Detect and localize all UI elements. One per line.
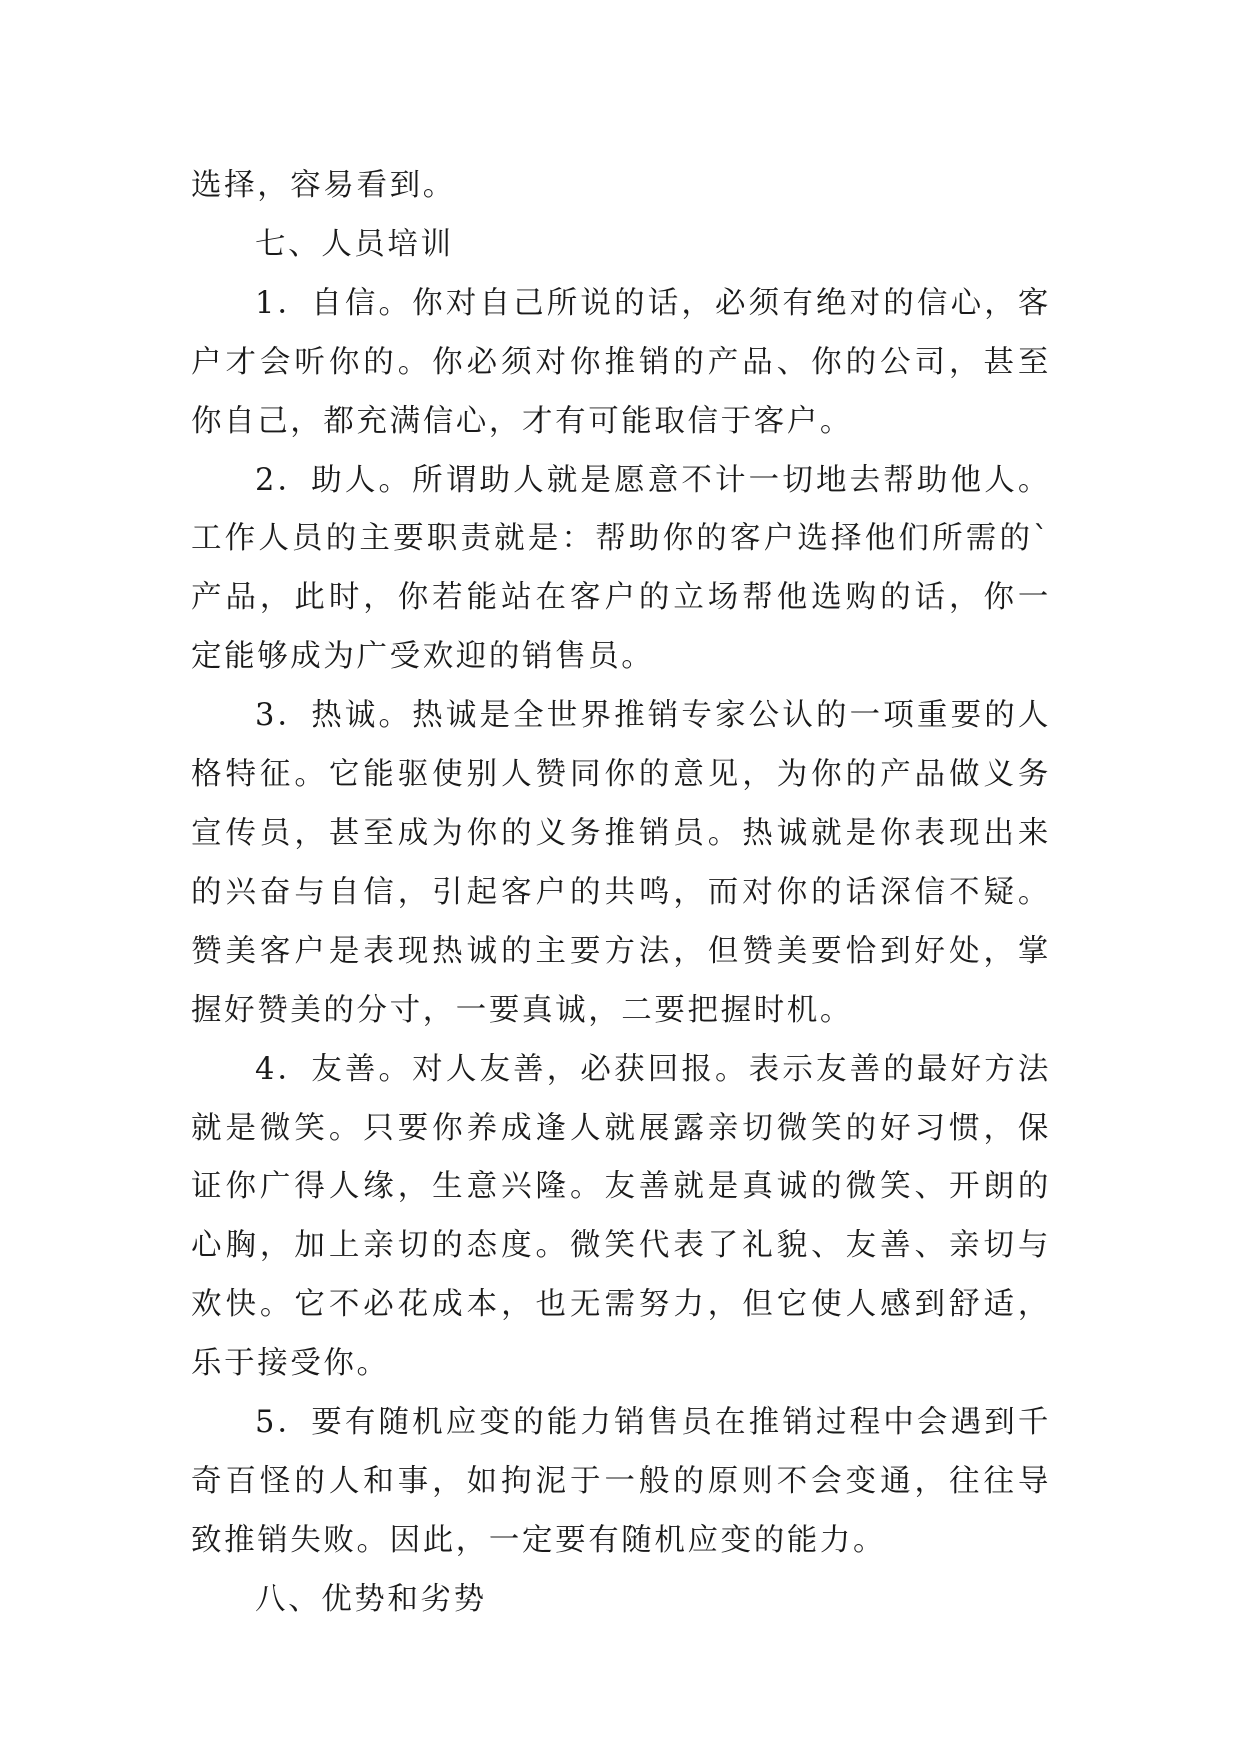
section-heading-personnel-training: 七、人员培训 bbox=[255, 226, 454, 262]
paragraph-adaptability: 5．要有随机应变的能力销售员在推销过程中会遇到千奇百怪的人和事，如拘泥于一般的原则不会变通，往往导致推销失败。因此，一定要有随机应变的能力。 bbox=[191, 1405, 1051, 1558]
paragraph-helping-others: 2．助人。所谓助人就是愿意不计一切地去帮助他人。工作人员的主要职责就是：帮助你的客户选择他们所需的`产品，此时，你若能站在客户的立场帮他选购的话，你一定能够成为广受欢迎的销售员。 bbox=[191, 462, 1051, 675]
paragraph-friendliness: 4．友善。对人友善，必获回报。表示友善的最好方法就是微笑。只要你养成逢人就展露亲切微笑的好习惯，保证你广得人缘，生意兴隆。友善就是真诚的微笑、开朗的心胸，加上亲切的态度。微笑代表了礼貌、友善、亲切与欢快。它不必花成本，也无需努力，但它使人感到舒适，乐于接受你。 bbox=[191, 1051, 1051, 1382]
paragraph-confidence: 1．自信。你对自己所说的话，必须有绝对的信心，客户才会听你的。你必须对你推销的产品、你的公司，甚至你自己，都充满信心，才有可能取信于客户。 bbox=[191, 285, 1051, 439]
paragraph-enthusiasm: 3．热诚。热诚是全世界推销专家公认的一项重要的人格特征。它能驱使别人赞同你的意见，为你的产品做义务宣传员，甚至成为你的义务推销员。热诚就是你表现出来的兴奋与自信，引起客户的共鸣，而对你的话深信不疑。赞美客户是表现热诚的主要方法，但赞美要恰到好处，掌握好赞美的分寸，一要真诚，二要把握时机。 bbox=[191, 698, 1051, 1028]
document-body bbox=[191, 157, 1051, 1630]
section-heading-strengths-weaknesses: 八、优势和劣势 bbox=[255, 1581, 487, 1617]
paragraph-continuation: 选择，容易看到。 bbox=[191, 168, 456, 203]
